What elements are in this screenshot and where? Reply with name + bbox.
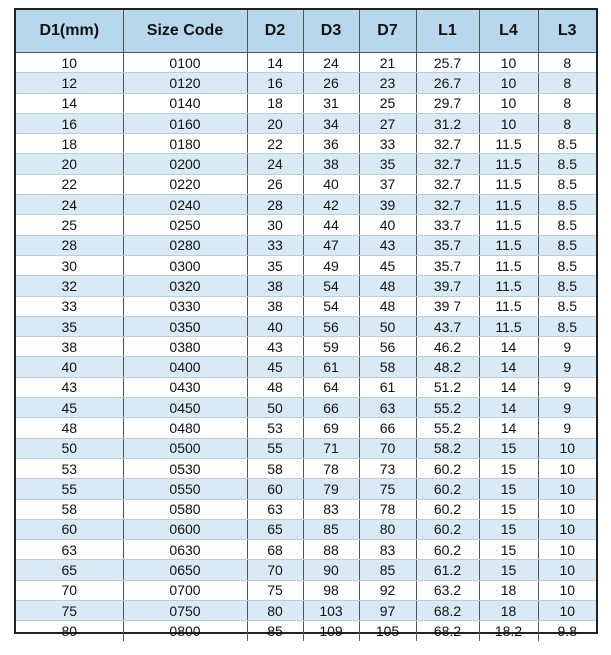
table-cell: 54: [303, 296, 359, 316]
table-cell: 64: [303, 377, 359, 397]
table-cell: 35: [359, 154, 416, 174]
table-cell: 39 7: [416, 296, 479, 316]
table-cell: 18: [16, 134, 123, 154]
table-cell: 40: [359, 215, 416, 235]
table-cell: 40: [303, 174, 359, 194]
table-cell: 30: [247, 215, 303, 235]
table-row: [16, 337, 596, 357]
table-cell: 10: [538, 580, 596, 600]
table-cell: 0450: [123, 398, 247, 418]
column-header: L4: [479, 10, 538, 53]
table-cell: 11.5: [479, 195, 538, 215]
table-row: [16, 560, 596, 580]
table-cell: 0700: [123, 580, 247, 600]
table-cell: 33: [359, 134, 416, 154]
table-cell: 40: [247, 316, 303, 336]
table-cell: 8: [538, 113, 596, 133]
table-row: [16, 499, 596, 519]
table-cell: 71: [303, 438, 359, 458]
table-row: [16, 377, 596, 397]
table-cell: 0400: [123, 357, 247, 377]
table-cell: 83: [359, 540, 416, 560]
table-cell: 42: [303, 195, 359, 215]
table-cell: 85: [247, 621, 303, 641]
table-cell: 48.2: [416, 357, 479, 377]
table-cell: 60.2: [416, 479, 479, 499]
table-cell: 68.2: [416, 601, 479, 621]
table-cell: 44: [303, 215, 359, 235]
table-cell: 0240: [123, 195, 247, 215]
table-cell: 10: [538, 458, 596, 478]
table-cell: 61: [303, 357, 359, 377]
table-row: [16, 195, 596, 215]
table-cell: 35: [247, 255, 303, 275]
table-cell: 16: [247, 73, 303, 93]
table-cell: 53: [16, 458, 123, 478]
table-cell: 14: [479, 357, 538, 377]
table-cell: 15: [479, 519, 538, 539]
table-cell: 10: [538, 499, 596, 519]
table-cell: 8.5: [538, 215, 596, 235]
table-cell: 33.7: [416, 215, 479, 235]
table-cell: 11.5: [479, 296, 538, 316]
table-cell: 56: [303, 316, 359, 336]
table-row: [16, 134, 596, 154]
table-cell: 43: [247, 337, 303, 357]
table-cell: 8: [538, 53, 596, 73]
table-cell: 0300: [123, 255, 247, 275]
table-cell: 105: [359, 621, 416, 641]
table-cell: 59: [303, 337, 359, 357]
table-cell: 28: [16, 235, 123, 255]
table-cell: 58: [359, 357, 416, 377]
table-cell: 14: [479, 337, 538, 357]
table-cell: 11.5: [479, 235, 538, 255]
table-cell: 14: [479, 418, 538, 438]
table-cell: 0160: [123, 113, 247, 133]
table-cell: 109: [303, 621, 359, 641]
table-cell: 32.7: [416, 154, 479, 174]
table-cell: 0320: [123, 276, 247, 296]
table-row: [16, 458, 596, 478]
table-cell: 63: [359, 398, 416, 418]
table-cell: 15: [479, 458, 538, 478]
table-cell: 26: [247, 174, 303, 194]
table-cell: 63: [247, 499, 303, 519]
size-table-frame: [14, 8, 598, 639]
table-cell: 11.5: [479, 276, 538, 296]
table-cell: 60: [16, 519, 123, 539]
table-cell: 22: [247, 134, 303, 154]
table-cell: 0500: [123, 438, 247, 458]
table-cell: 97: [359, 601, 416, 621]
table-cell: 8.5: [538, 255, 596, 275]
table-cell: 38: [16, 337, 123, 357]
table-cell: 103: [303, 601, 359, 621]
table-cell: 60.2: [416, 499, 479, 519]
table-cell: 66: [303, 398, 359, 418]
table-cell: 56: [359, 337, 416, 357]
table-cell: 15: [479, 479, 538, 499]
table-cell: 0120: [123, 73, 247, 93]
table-cell: 45: [359, 255, 416, 275]
table-cell: 18: [479, 580, 538, 600]
table-cell: 60.2: [416, 540, 479, 560]
table-cell: 15: [479, 438, 538, 458]
table-row: [16, 601, 596, 621]
table-cell: 34: [303, 113, 359, 133]
table-cell: 33: [247, 235, 303, 255]
table-cell: 32.7: [416, 174, 479, 194]
table-cell: 54: [303, 276, 359, 296]
table-cell: 10: [538, 479, 596, 499]
table-cell: 61.2: [416, 560, 479, 580]
table-cell: 10: [479, 73, 538, 93]
table-cell: 11.5: [479, 154, 538, 174]
table-cell: 75: [359, 479, 416, 499]
table-cell: 39: [359, 195, 416, 215]
table-cell: 50: [16, 438, 123, 458]
table-cell: 10: [479, 113, 538, 133]
column-header: Size Code: [123, 10, 247, 53]
table-cell: 38: [247, 276, 303, 296]
table-cell: 65: [247, 519, 303, 539]
table-row: [16, 53, 596, 73]
table-row: [16, 438, 596, 458]
table-row: [16, 255, 596, 275]
table-cell: 24: [16, 195, 123, 215]
table-row: [16, 276, 596, 296]
table-cell: 30: [16, 255, 123, 275]
table-cell: 31.2: [416, 113, 479, 133]
table-cell: 60: [247, 479, 303, 499]
table-cell: 10: [16, 53, 123, 73]
table-cell: 32: [16, 276, 123, 296]
table-row: [16, 93, 596, 113]
table-cell: 69: [303, 418, 359, 438]
table-cell: 25: [359, 93, 416, 113]
table-cell: 98: [303, 580, 359, 600]
table-cell: 68.2: [416, 621, 479, 641]
table-row: [16, 540, 596, 560]
table-cell: 45: [247, 357, 303, 377]
table-cell: 0330: [123, 296, 247, 316]
table-cell: 26.7: [416, 73, 479, 93]
table-cell: 0750: [123, 601, 247, 621]
table-cell: 73: [359, 458, 416, 478]
table-cell: 43.7: [416, 316, 479, 336]
table-row: [16, 73, 596, 93]
table-cell: 60.2: [416, 519, 479, 539]
table-cell: 48: [16, 418, 123, 438]
table-cell: 0350: [123, 316, 247, 336]
table-cell: 38: [247, 296, 303, 316]
table-cell: 0220: [123, 174, 247, 194]
table-cell: 9: [538, 337, 596, 357]
table-cell: 0430: [123, 377, 247, 397]
table-row: [16, 113, 596, 133]
table-cell: 48: [359, 296, 416, 316]
table-cell: 68: [247, 540, 303, 560]
table-cell: 24: [247, 154, 303, 174]
table-cell: 27: [359, 113, 416, 133]
table-cell: 63: [16, 540, 123, 560]
table-cell: 12: [16, 73, 123, 93]
table-cell: 8: [538, 93, 596, 113]
table-row: [16, 296, 596, 316]
table-cell: 25.7: [416, 53, 479, 73]
table-cell: 20: [247, 113, 303, 133]
table-cell: 0630: [123, 540, 247, 560]
table-cell: 46.2: [416, 337, 479, 357]
table-cell: 23: [359, 73, 416, 93]
table-cell: 15: [479, 540, 538, 560]
header-row: [16, 10, 596, 53]
table-cell: 8.5: [538, 174, 596, 194]
table-cell: 8.5: [538, 296, 596, 316]
table-cell: 47: [303, 235, 359, 255]
table-cell: 45: [16, 398, 123, 418]
table-cell: 75: [16, 601, 123, 621]
table-cell: 22: [16, 174, 123, 194]
size-table: [16, 10, 596, 641]
table-cell: 0250: [123, 215, 247, 235]
table-row: [16, 621, 596, 641]
table-cell: 80: [247, 601, 303, 621]
table-cell: 10: [538, 438, 596, 458]
table-cell: 14: [479, 377, 538, 397]
table-cell: 28: [247, 195, 303, 215]
table-cell: 55.2: [416, 398, 479, 418]
table-cell: 33: [16, 296, 123, 316]
table-cell: 70: [247, 560, 303, 580]
table-cell: 40: [16, 357, 123, 377]
table-cell: 50: [359, 316, 416, 336]
table-cell: 0100: [123, 53, 247, 73]
table-cell: 35.7: [416, 235, 479, 255]
table-cell: 51.2: [416, 377, 479, 397]
table-cell: 58.2: [416, 438, 479, 458]
table-cell: 88: [303, 540, 359, 560]
table-cell: 14: [247, 53, 303, 73]
table-cell: 11.5: [479, 215, 538, 235]
table-cell: 18: [479, 601, 538, 621]
table-cell: 0550: [123, 479, 247, 499]
table-cell: 63.2: [416, 580, 479, 600]
table-row: [16, 154, 596, 174]
table-cell: 15: [479, 560, 538, 580]
table-cell: 55.2: [416, 418, 479, 438]
table-cell: 15: [479, 499, 538, 519]
table-cell: 0140: [123, 93, 247, 113]
table-cell: 20: [16, 154, 123, 174]
column-header: L1: [416, 10, 479, 53]
table-cell: 10: [479, 93, 538, 113]
table-cell: 0650: [123, 560, 247, 580]
table-cell: 80: [16, 621, 123, 641]
table-cell: 8.5: [538, 276, 596, 296]
table-cell: 38: [303, 154, 359, 174]
table-cell: 8.5: [538, 316, 596, 336]
table-cell: 61: [359, 377, 416, 397]
table-cell: 11.5: [479, 316, 538, 336]
table-cell: 58: [247, 458, 303, 478]
table-cell: 25: [16, 215, 123, 235]
table-cell: 9: [538, 357, 596, 377]
table-row: [16, 580, 596, 600]
table-cell: 0480: [123, 418, 247, 438]
table-cell: 14: [479, 398, 538, 418]
table-cell: 55: [247, 438, 303, 458]
table-cell: 35.7: [416, 255, 479, 275]
table-cell: 0200: [123, 154, 247, 174]
table-cell: 65: [16, 560, 123, 580]
table-cell: 79: [303, 479, 359, 499]
table-cell: 83: [303, 499, 359, 519]
column-header: D2: [247, 10, 303, 53]
table-cell: 43: [16, 377, 123, 397]
table-cell: 0280: [123, 235, 247, 255]
table-cell: 78: [359, 499, 416, 519]
table-cell: 36: [303, 134, 359, 154]
table-cell: 53: [247, 418, 303, 438]
table-cell: 18: [247, 93, 303, 113]
table-cell: 14: [16, 93, 123, 113]
table-row: [16, 479, 596, 499]
table-cell: 90: [303, 560, 359, 580]
table-cell: 8.5: [538, 154, 596, 174]
table-cell: 37: [359, 174, 416, 194]
table-body: [16, 53, 596, 641]
table-cell: 49: [303, 255, 359, 275]
table-cell: 35: [16, 316, 123, 336]
table-cell: 32.7: [416, 195, 479, 215]
table-row: [16, 519, 596, 539]
table-cell: 75: [247, 580, 303, 600]
table-cell: 85: [359, 560, 416, 580]
table-cell: 8: [538, 73, 596, 93]
table-row: [16, 215, 596, 235]
column-header: L3: [538, 10, 596, 53]
table-cell: 0380: [123, 337, 247, 357]
table-cell: 29.7: [416, 93, 479, 113]
table-row: [16, 316, 596, 336]
table-cell: 8.5: [538, 134, 596, 154]
table-cell: 9: [538, 418, 596, 438]
table-cell: 9.8: [538, 621, 596, 641]
table-cell: 0800: [123, 621, 247, 641]
table-cell: 9: [538, 398, 596, 418]
table-cell: 80: [359, 519, 416, 539]
table-cell: 0530: [123, 458, 247, 478]
table-row: [16, 235, 596, 255]
table-cell: 48: [359, 276, 416, 296]
table-cell: 58: [16, 499, 123, 519]
table-cell: 10: [538, 519, 596, 539]
table-row: [16, 398, 596, 418]
table-cell: 9: [538, 377, 596, 397]
table-cell: 31: [303, 93, 359, 113]
table-cell: 32.7: [416, 134, 479, 154]
table-row: [16, 418, 596, 438]
table-cell: 66: [359, 418, 416, 438]
table-row: [16, 174, 596, 194]
table-cell: 0180: [123, 134, 247, 154]
table-cell: 78: [303, 458, 359, 478]
table-row: [16, 357, 596, 377]
table-cell: 11.5: [479, 255, 538, 275]
table-cell: 85: [303, 519, 359, 539]
table-cell: 11.5: [479, 134, 538, 154]
table-cell: 50: [247, 398, 303, 418]
table-cell: 0580: [123, 499, 247, 519]
table-cell: 0600: [123, 519, 247, 539]
table-cell: 16: [16, 113, 123, 133]
table-cell: 8.5: [538, 235, 596, 255]
table-cell: 24: [303, 53, 359, 73]
table-cell: 60.2: [416, 458, 479, 478]
column-header: D7: [359, 10, 416, 53]
table-cell: 18.2: [479, 621, 538, 641]
table-cell: 48: [247, 377, 303, 397]
column-header: D3: [303, 10, 359, 53]
table-cell: 39.7: [416, 276, 479, 296]
column-header: D1(mm): [16, 10, 123, 53]
table-cell: 70: [359, 438, 416, 458]
table-cell: 10: [479, 53, 538, 73]
table-cell: 21: [359, 53, 416, 73]
table-cell: 10: [538, 560, 596, 580]
table-cell: 70: [16, 580, 123, 600]
table-cell: 11.5: [479, 174, 538, 194]
table-cell: 10: [538, 601, 596, 621]
table-cell: 55: [16, 479, 123, 499]
table-cell: 92: [359, 580, 416, 600]
table-cell: 8.5: [538, 195, 596, 215]
table-cell: 43: [359, 235, 416, 255]
table-cell: 26: [303, 73, 359, 93]
table-cell: 10: [538, 540, 596, 560]
